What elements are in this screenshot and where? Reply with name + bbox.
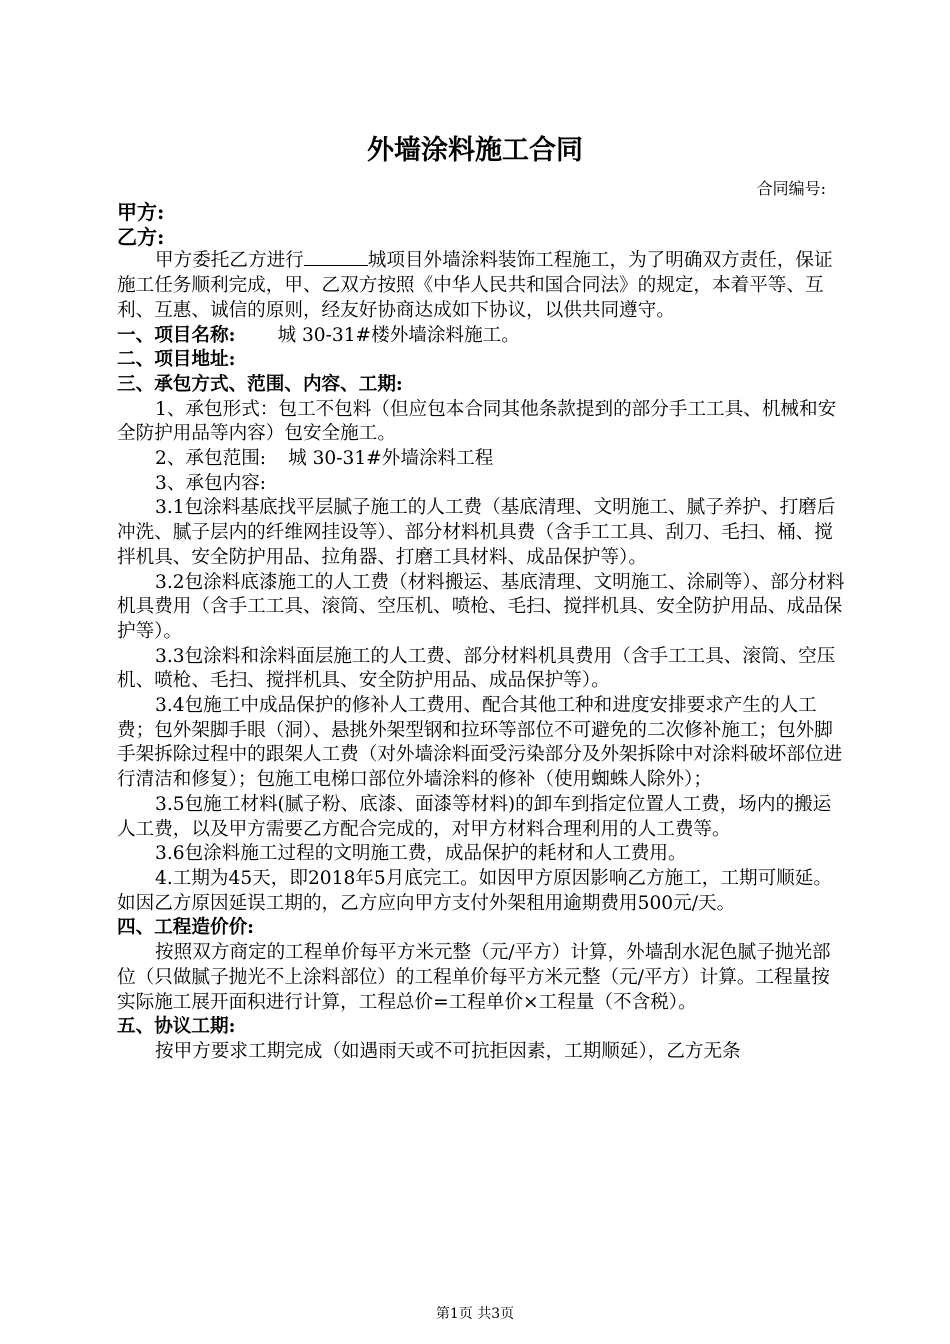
intro-paragraph bbox=[117, 249, 847, 323]
clause-3-3-item: 3.3包涂料和涂料面层施工的人工费、部分材料机具费用（含手工工具、滚筒、空压机、喷枪、毛扫、搅拌机具、安全防护用品、成品保护等）。 bbox=[117, 645, 836, 692]
section-2-heading: 二、项目地址: bbox=[117, 349, 236, 371]
clause-3-1-item: 3.1包涂料基底找平层腻子施工的人工费（基底清理、文明施工、腻子养护、打磨后冲洗、腻子层内的纤维网挂设等）、部分材料机具费（含手工工具、刮刀、毛扫、桶、搅拌机具、安全防护用品、拉角器、打磨工具材料、成品保护等）。 bbox=[117, 497, 836, 568]
section-4-heading: 四、工程造价价: bbox=[117, 917, 255, 939]
clause-3-6-item: 3.6包涂料施工过程的文明施工费，成品保护的耗材和人工费用。 bbox=[155, 843, 687, 865]
project-name-value: 城 30-31#楼外墙涂料施工。 bbox=[277, 324, 520, 346]
scope-label: 2、承包范围: bbox=[155, 448, 267, 470]
clause-3-2-contract-scope bbox=[117, 447, 847, 472]
intro-rest-text: 城项目外墙涂料装饰工程施工，为了明确双方责任，保证施工任务顺利完成，甲、乙双方按照《中华人民共和国合同法》的规定，本着平等、互利、互惠、诚信的原则，经友好协商达成如下协议，以供共同遵守。 bbox=[117, 250, 833, 321]
section-1 bbox=[117, 324, 847, 349]
clause-3-4-item: 3.4包施工中成品保护的修补人工费用、配合其他工种和进度安排要求产生的人工费；包外架脚手眼（洞）、悬挑外架型钢和拉环等部位不可避免的二次修补施工；包外脚手架拆除过程中的跟架人工费（对外墙涂料面受污染部分及外架拆除中对涂料破坏部位进行清洁和修复）；包施工电梯口部位外墙涂料的修补（使用蜘蛛人除外）； bbox=[117, 695, 843, 791]
blank-underline bbox=[304, 249, 368, 266]
scope-value: 城 30-31#外墙涂料工程 bbox=[288, 448, 494, 470]
party-b-label: 乙方: bbox=[117, 224, 165, 249]
section-1-heading: 一、项目名称: bbox=[117, 324, 236, 346]
section-3-heading: 三、承包方式、范围、内容、工期: bbox=[117, 373, 403, 395]
section-5-text: 按甲方要求工期完成（如遇雨天或不可抗拒因素，工期顺延），乙方无条 bbox=[155, 1040, 741, 1062]
clause-4-schedule: 4.工期为45天，即2018年5月底完工。如因甲方原因影响乙方施工，工期可顺延。如因乙方原因延误工期的，乙方应向甲方支付外架租用逾期费用500元/天。 bbox=[117, 867, 832, 914]
party-a-label: 甲方: bbox=[117, 200, 165, 224]
section-5-heading: 五、协议工期: bbox=[117, 1016, 236, 1038]
clause-3-5-item: 3.5包施工材料(腻子粉、底漆、面漆等材料)的卸车到指定位置人工费，场内的搬运人工费，以及甲方需要乙方配合完成的，对甲方材料合理利用的人工费等。 bbox=[117, 793, 832, 840]
clause-3-3-contract-content: 3、承包内容: bbox=[155, 472, 267, 494]
contract-body bbox=[117, 200, 847, 1065]
clause-3-1-contract-form: 1、承包形式：包工不包料（但应包本合同其他条款提到的部分手工工具、机械和安全防护用品等内容）包安全施工。 bbox=[117, 398, 837, 445]
section-4-text: 按照双方商定的工程单价每平方米元整（元/平方）计算，外墙刮水泥色腻子抛光部位（只做腻子抛光不上涂料部位）的工程单价每平方米元整（元/平方）计算。工程量按实际施工展开面积进行计算，工程总价=工程单价×工程量（不含税）。 bbox=[117, 942, 831, 1013]
intro-lead-text: 甲方委托乙方进行 bbox=[155, 250, 304, 272]
document-title: 外墙涂料施工合同 bbox=[367, 135, 583, 166]
contract-number-label: 合同编号: bbox=[756, 179, 826, 198]
clause-3-2-item: 3.2包涂料底漆施工的人工费（材料搬运、基底清理、文明施工、涂刷等）、部分材料机具费用（含手工工具、滚筒、空压机、喷枪、毛扫、搅拌机具、安全防护用品、成品保护等）。 bbox=[117, 571, 845, 642]
page-number: 第1页 共3页 bbox=[435, 1306, 515, 1322]
